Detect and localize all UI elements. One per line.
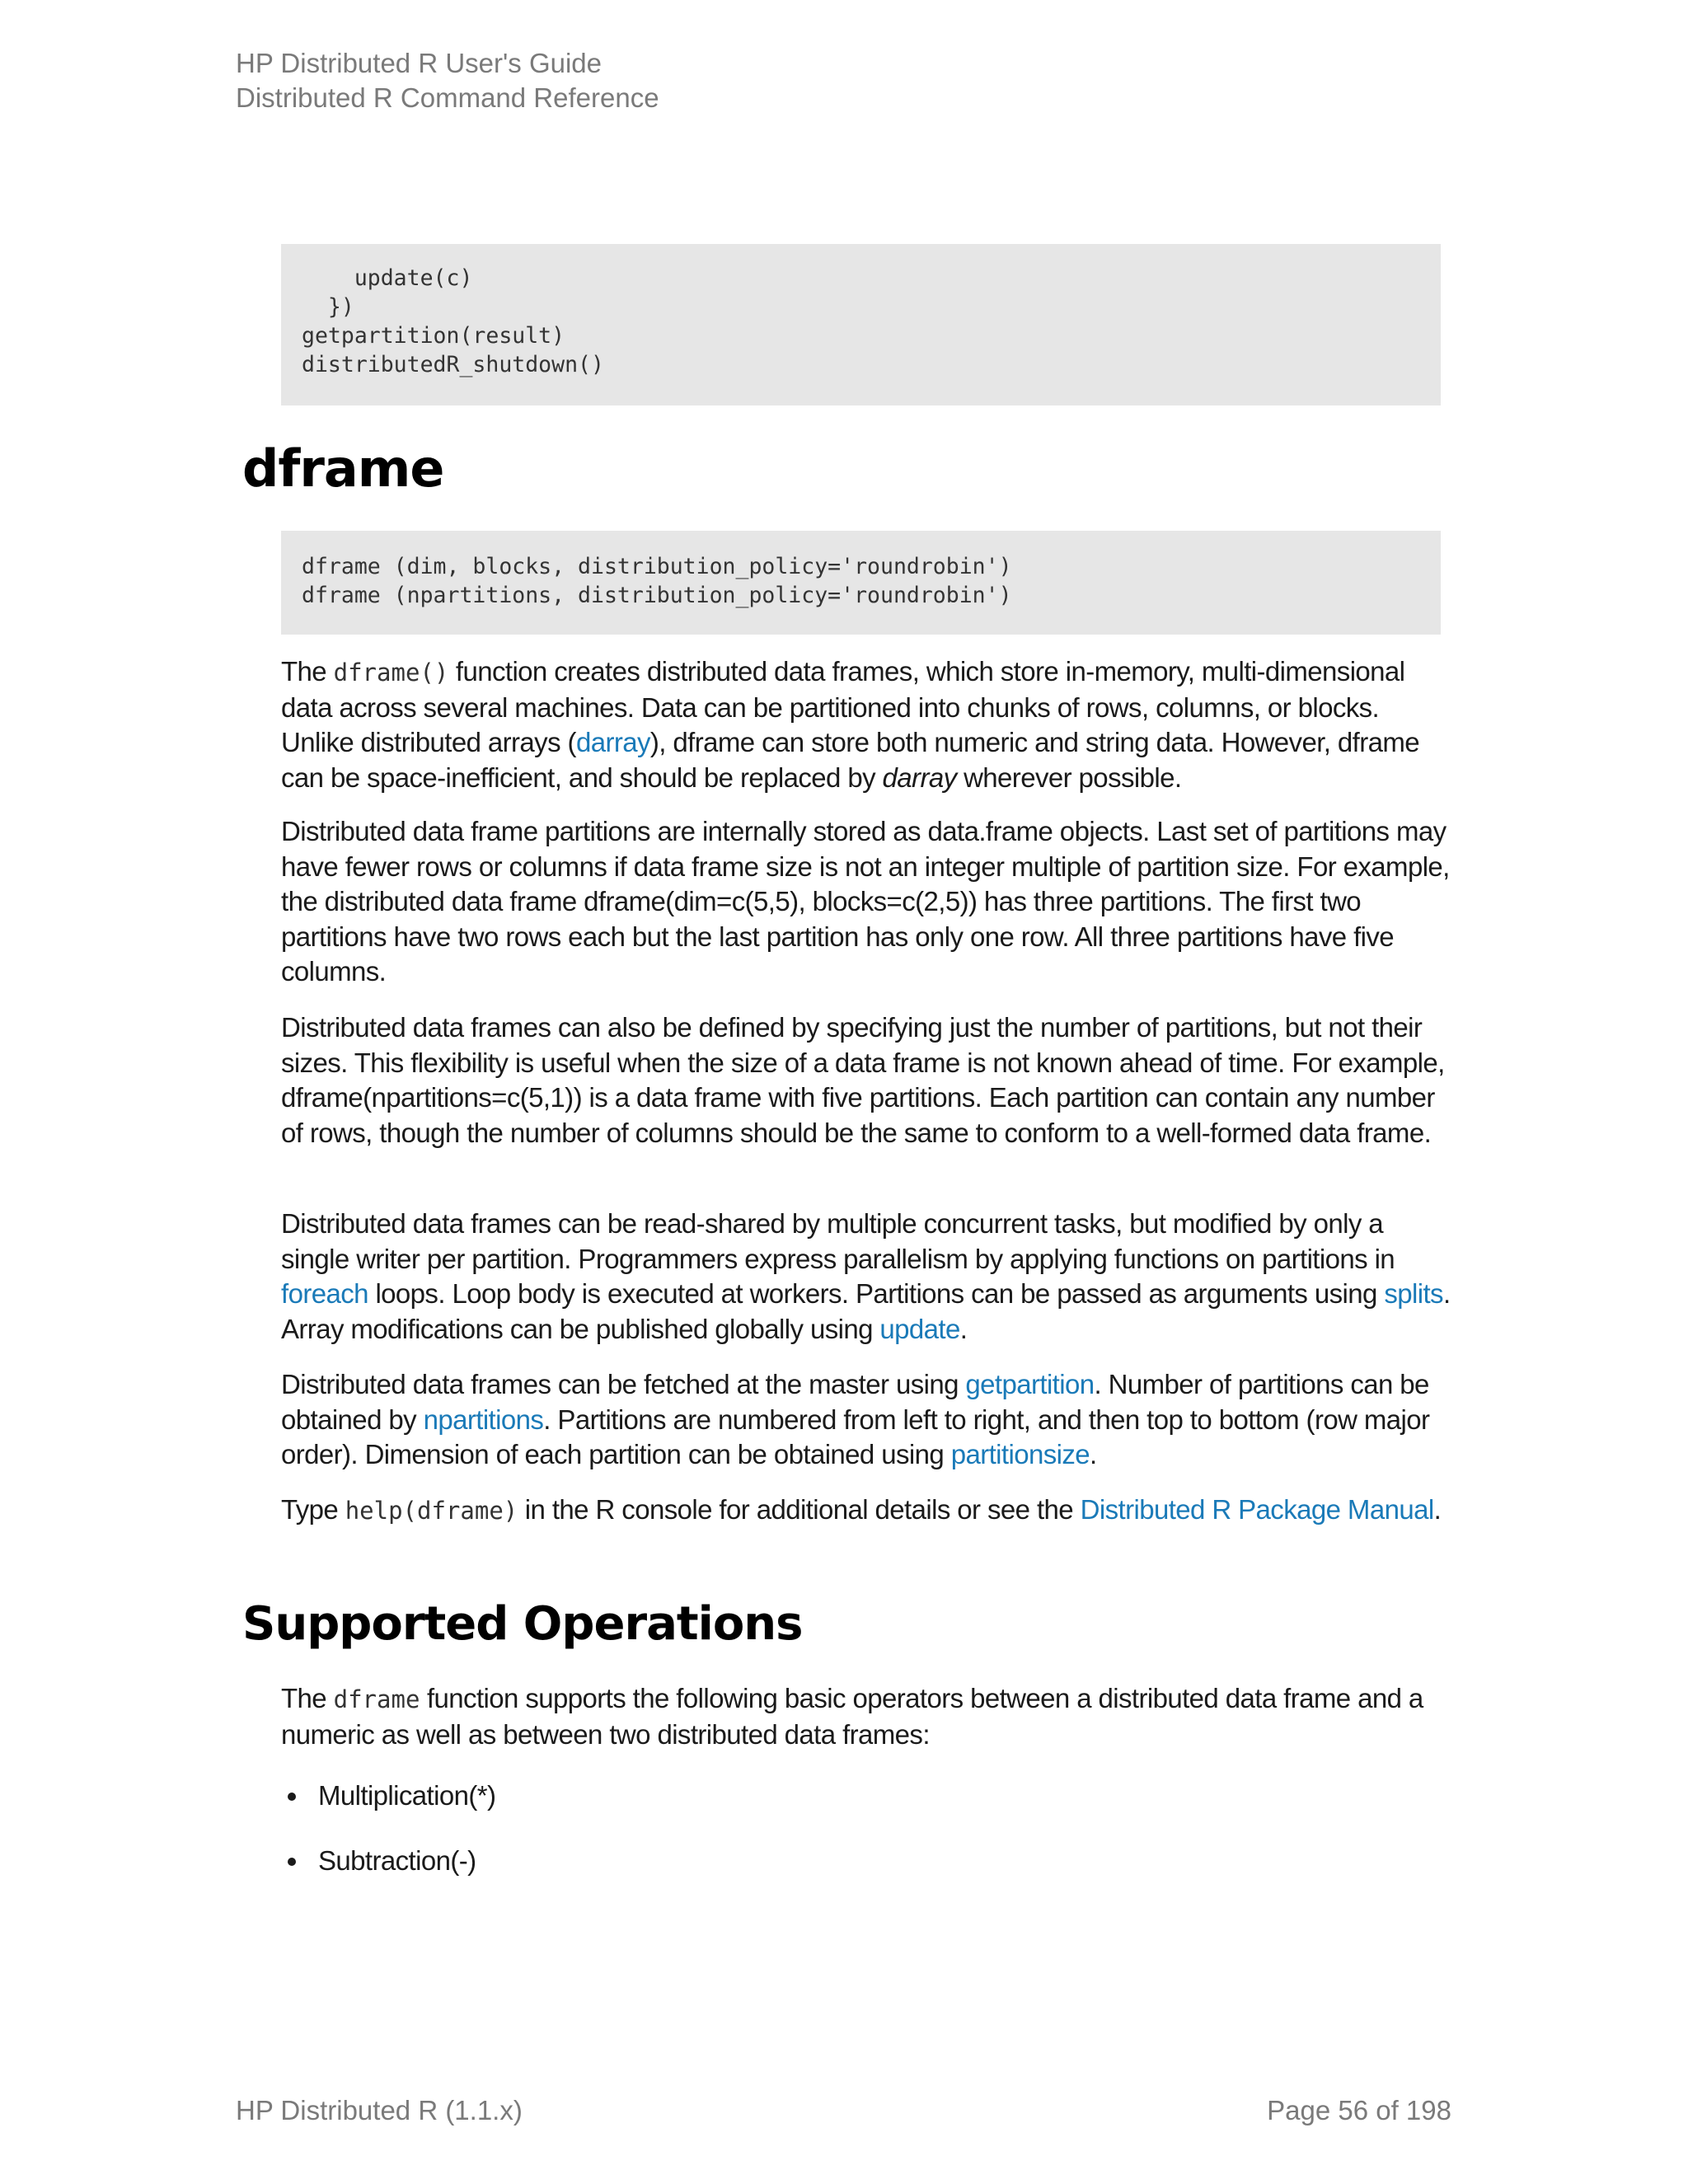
code-line: dframe (npartitions, distribution_policy='roundrobin') — [302, 583, 1012, 608]
footer-product: HP Distributed R (1.1.x) — [236, 2095, 523, 2125]
code-line: }) — [302, 294, 354, 320]
code-block-example-end — [281, 244, 1441, 405]
paragraph-partitions: Distributed data frame partitions are internally stored as data.frame objects. Last set of partitions may have fewer rows or columns if data frame size is not an integer multiple of partition size. For example, the distributed data frame dframe(dim=c(5,5), blocks=c(2,5)) has three partitions. The first two partitions have two rows each but the last partition has only one row. All three partitions have five columns. — [281, 816, 1450, 987]
paragraph-sharing: Distributed data frames can be read-shared by multiple concurrent tasks, but modified by only a single writer per partition. Programmers express parallelism by applying functions on partitions in foreach loops. Loop body is executed at workers. Partitions can be passed as arguments using splits. Array modifications can be published globally using update. — [281, 1208, 1451, 1344]
bullet-icon — [288, 1858, 296, 1866]
footer-page-number: Page 56 of 198 — [1267, 2095, 1451, 2125]
link-splits[interactable]: splits — [1384, 1278, 1443, 1309]
paragraph-fetching: Distributed data frames can be fetched at the master using getpartition. Number of partitions can be obtained by npartitions. Partitions are numbered from left to right, and then top to bottom (row major order). Dimension of each partition can be obtained using partitionsize. — [281, 1369, 1430, 1469]
link-foreach[interactable]: foreach — [281, 1278, 368, 1309]
list-item: Subtraction(-) — [281, 1844, 495, 1878]
paragraph-npartitions: Distributed data frames can also be defined by specifying just the number of partitions, but not their sizes. This flexibility is useful when the size of a data frame is not known ahead of time. For example, dframe(npartitions=c(5,1)) is a data frame with five partitions. Each partition can contain any number of rows, though the number of columns should be the same to conform to a well-formed data frame. — [281, 1012, 1445, 1148]
section-heading-dframe: dframe — [242, 438, 444, 499]
inline-code: dframe() — [333, 658, 449, 687]
link-getpartition[interactable]: getpartition — [965, 1369, 1095, 1399]
inline-code: help(dframe) — [345, 1497, 518, 1525]
paragraph-help: Type help(dframe) in the R console for additional details or see the Distributed R Package Manual. — [281, 1494, 1442, 1525]
running-header — [236, 46, 659, 115]
link-darray[interactable]: darray — [575, 727, 650, 757]
operator-list — [281, 1779, 495, 1909]
code-line: distributedR_shutdown() — [302, 352, 604, 377]
inline-code: dframe — [333, 1685, 420, 1713]
link-partitionsize[interactable]: partitionsize — [950, 1439, 1090, 1469]
code-line: dframe (dim, blocks, distribution_policy='roundrobin') — [302, 554, 1012, 579]
bullet-icon — [288, 1793, 296, 1801]
code-line: update(c) — [302, 265, 473, 291]
link-npartitions[interactable]: npartitions — [423, 1404, 544, 1435]
link-update[interactable]: update — [879, 1313, 960, 1344]
chapter-title: Distributed R Command Reference — [236, 82, 659, 113]
list-item: Multiplication(*) — [281, 1779, 495, 1813]
link-package-manual[interactable]: Distributed R Package Manual — [1080, 1494, 1434, 1525]
paragraph-intro: The dframe() function creates distributed data frames, which store in-memory, multi-dimensional data across several machines. Data can be partitioned into chunks of rows, columns, or blocks. Unlike distributed arrays (darray), dframe can store both numeric and string data. However, dframe can be space-inefficient, and should be replaced by darray wherever possible. — [281, 656, 1420, 793]
section-heading-supported-operations: Supported Operations — [242, 1597, 803, 1651]
paragraph-operators: The dframe function supports the following basic operators between a distributed data frame and a numeric as well as between two distributed data frames: — [281, 1683, 1423, 1750]
code-block-syntax — [281, 531, 1441, 635]
guide-title: HP Distributed R User's Guide — [236, 48, 603, 78]
code-line: getpartition(result) — [302, 323, 565, 349]
